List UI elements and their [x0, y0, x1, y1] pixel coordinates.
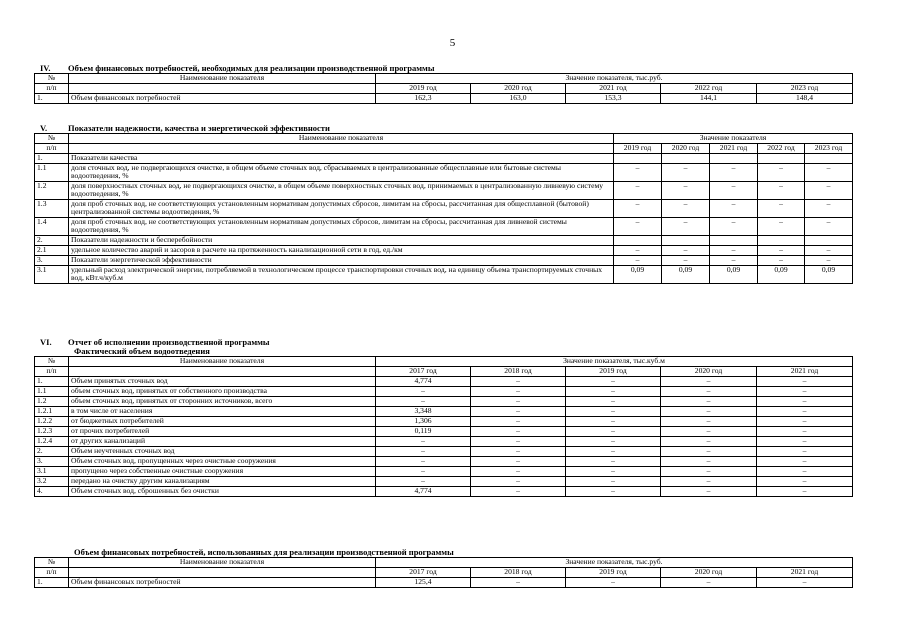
row-num: 4.	[35, 487, 69, 497]
row-value: 0,09	[710, 266, 758, 284]
row-value: –	[661, 407, 757, 417]
table-row	[35, 447, 853, 457]
row-num: 1.	[35, 154, 69, 164]
row-num: 1.2.1	[35, 407, 69, 417]
row-value: –	[471, 397, 566, 407]
row-value: –	[471, 417, 566, 427]
row-value: –	[661, 578, 757, 588]
row-value: –	[661, 477, 757, 487]
row-name: Объем финансовых потребностей	[69, 94, 376, 104]
row-value: –	[614, 200, 662, 218]
row-value: –	[566, 578, 661, 588]
row-value: 148,4	[757, 94, 853, 104]
row-num: 1.4	[35, 218, 69, 236]
group-row	[35, 154, 853, 164]
table-header-row	[35, 134, 853, 144]
row-value: –	[566, 447, 661, 457]
row-name: Объем финансовых потребностей	[69, 578, 376, 588]
row-value: 144,1	[661, 94, 757, 104]
section-title: Показатели надежности, качества и энергетической эффективности	[68, 123, 330, 133]
row-value: –	[757, 417, 853, 427]
table-row	[35, 218, 853, 236]
row-num: 1.2.4	[35, 437, 69, 447]
row-value: –	[661, 487, 757, 497]
row-value: 4,774	[376, 487, 471, 497]
row-value: –	[710, 164, 758, 182]
row-value: –	[471, 578, 566, 588]
row-value: –	[757, 447, 853, 457]
financial-needs-table	[34, 73, 853, 104]
row-value: –	[661, 387, 757, 397]
row-num: 2.	[35, 447, 69, 457]
row-value	[758, 154, 805, 164]
year-header: 2023 год	[757, 84, 853, 94]
col-header-num-sub: п/п	[35, 568, 69, 578]
year-header: 2020 год	[662, 144, 710, 154]
reliability-table-body	[35, 154, 853, 284]
row-value: –	[662, 164, 710, 182]
row-value	[614, 236, 662, 246]
row-num: 1.	[35, 377, 69, 387]
year-header: 2021 год	[566, 84, 661, 94]
section-title: Отчет об исполнении производственной программы	[68, 337, 270, 347]
row-value: –	[805, 256, 853, 266]
row-value: –	[376, 467, 471, 477]
col-header-num-sub: п/п	[35, 367, 69, 377]
row-value	[805, 236, 853, 246]
col-header-value: Значение показателя, тыс.руб.	[376, 558, 853, 568]
row-value: –	[471, 467, 566, 477]
row-value: –	[566, 477, 661, 487]
row-value: 0,119	[376, 427, 471, 437]
row-value: –	[757, 427, 853, 437]
row-value	[662, 236, 710, 246]
row-num: 1.	[35, 578, 69, 588]
table-header-row	[35, 84, 853, 94]
row-value: –	[471, 407, 566, 417]
row-value: –	[662, 200, 710, 218]
row-name: от других канализаций	[69, 437, 376, 447]
row-value: –	[661, 437, 757, 447]
group-row	[35, 236, 853, 246]
col-header-name: Наименование показателя	[69, 134, 614, 144]
section-reliability-indicators	[34, 124, 852, 284]
table-header-row	[35, 367, 853, 377]
row-name: объем сточных вод, принятых от собственного производства	[69, 387, 376, 397]
row-value: –	[805, 164, 853, 182]
row-value: –	[566, 437, 661, 447]
row-name: от прочих потребителей	[69, 427, 376, 437]
table-row	[35, 377, 853, 387]
col-header-num: №	[35, 558, 69, 568]
row-num: 1.2	[35, 397, 69, 407]
table-row	[35, 487, 853, 497]
row-value: –	[757, 397, 853, 407]
row-value: –	[376, 387, 471, 397]
row-value: –	[471, 437, 566, 447]
row-value: –	[376, 457, 471, 467]
table-row	[35, 477, 853, 487]
row-value: –	[661, 377, 757, 387]
row-value: –	[710, 256, 758, 266]
year-header: 2022 год	[758, 144, 805, 154]
row-num: 1.1	[35, 164, 69, 182]
row-value: –	[661, 417, 757, 427]
table-row	[35, 200, 853, 218]
section-financial-needs	[34, 64, 852, 104]
row-num: 3.	[35, 256, 69, 266]
row-value: –	[757, 407, 853, 417]
table-header-row	[35, 558, 853, 568]
table-row	[35, 246, 853, 256]
row-value: –	[661, 397, 757, 407]
section-title: Объем финансовых потребностей, необходимых для реализации производственной программы	[68, 63, 435, 73]
year-header: 2021 год	[757, 568, 853, 578]
section-number: V.	[40, 123, 48, 133]
row-value: –	[758, 200, 805, 218]
row-name: удельное количество аварий и засоров в расчете на протяженность канализационной сети в год, ед./км	[69, 246, 614, 256]
row-value: 162,3	[376, 94, 471, 104]
col-header-value: Значение показателя	[614, 134, 853, 144]
row-value: –	[566, 467, 661, 477]
row-value: –	[471, 487, 566, 497]
row-value: –	[566, 407, 661, 417]
row-name: доля поверхностных сточных вод, не подвергающихся очистке, в общем объеме поверхностных сточных вод, принимаемых в централизованную ливневую систему водоотведения, %	[69, 182, 614, 200]
col-header-num-sub: п/п	[35, 84, 69, 94]
row-value	[758, 236, 805, 246]
row-value: –	[566, 417, 661, 427]
row-value: –	[614, 182, 662, 200]
table-row	[35, 94, 853, 104]
row-num: 1.1	[35, 387, 69, 397]
row-value: 4,774	[376, 377, 471, 387]
row-value: 0,09	[805, 266, 853, 284]
row-num: 1.2.3	[35, 427, 69, 437]
row-value: 0,09	[662, 266, 710, 284]
year-header: 2019 год	[566, 367, 661, 377]
row-value	[710, 154, 758, 164]
row-value: 125,4	[376, 578, 471, 588]
col-header-value: Значение показателя, тыс.куб.м	[376, 357, 853, 367]
wastewater-volume-table	[34, 356, 853, 497]
table-row	[35, 397, 853, 407]
row-value: –	[471, 427, 566, 437]
row-value: –	[614, 246, 662, 256]
row-value	[805, 154, 853, 164]
table-row	[35, 437, 853, 447]
row-value	[710, 236, 758, 246]
year-header: 2017 год	[376, 367, 471, 377]
col-header-name: Наименование показателя	[69, 357, 376, 367]
row-value: –	[614, 164, 662, 182]
section-subtitle: Фактический объем водоотведения	[74, 346, 210, 356]
row-value: –	[662, 246, 710, 256]
section-program-report	[34, 338, 852, 497]
table-header-row	[35, 144, 853, 154]
table-row	[35, 578, 853, 588]
row-value: –	[757, 578, 853, 588]
table-row	[35, 427, 853, 437]
row-num: 1.3	[35, 200, 69, 218]
row-value: –	[614, 218, 662, 236]
row-num: 1.	[35, 94, 69, 104]
year-header: 2023 год	[805, 144, 853, 154]
table-row	[35, 182, 853, 200]
row-value: –	[471, 457, 566, 467]
row-num: 3.2	[35, 477, 69, 487]
row-value: –	[376, 447, 471, 457]
row-name: доля проб сточных вод, не соответствующих установленным нормативам допустимых сбросов, лимитам на сбросы, рассчитанная для общесплавной (бытовой) централизованной системы водоотведения, %	[69, 200, 614, 218]
row-value	[614, 154, 662, 164]
col-header-name: Наименование показателя	[69, 74, 376, 84]
row-value: –	[758, 218, 805, 236]
col-header-value: Значение показателя, тыс.руб.	[376, 74, 853, 84]
table-header-row	[35, 357, 853, 367]
row-num: 2.1	[35, 246, 69, 256]
row-value: –	[566, 427, 661, 437]
table-row	[35, 457, 853, 467]
row-value: –	[757, 467, 853, 477]
row-value: –	[710, 218, 758, 236]
col-header-num-sub: п/п	[35, 144, 69, 154]
table-row	[35, 164, 853, 182]
row-value: –	[757, 487, 853, 497]
section-number: IV.	[40, 63, 51, 73]
section-heading	[34, 64, 852, 73]
table-row	[35, 417, 853, 427]
row-value: –	[661, 427, 757, 437]
row-value: –	[805, 200, 853, 218]
row-name: Показатели надежности и бесперебойности	[69, 236, 614, 246]
year-header: 2020 год	[471, 84, 566, 94]
row-value: 0,09	[758, 266, 805, 284]
row-name: доля сточных вод, не подвергающихся очистке, в общем объеме сточных вод, сбрасываемых в централизованные общесплавные или бытовые системы водоотведения, %	[69, 164, 614, 182]
table-row	[35, 266, 853, 284]
section-title: Объем финансовых потребностей, использованных для реализации производственной программы	[74, 547, 454, 557]
row-name: от бюджетных потребителей	[69, 417, 376, 427]
table-row	[35, 387, 853, 397]
year-header: 2020 год	[661, 367, 757, 377]
row-name: удельный расход электрической энергии, потребляемой в технологическом процессе транспортировки сточных вод, на единицу объема транспортируемых сточных вод, кВт.ч/куб.м	[69, 266, 614, 284]
row-value: –	[805, 246, 853, 256]
row-name: пропущено через собственные очистные сооружения	[69, 467, 376, 477]
row-value: –	[805, 182, 853, 200]
row-value: –	[376, 437, 471, 447]
row-value: –	[661, 467, 757, 477]
row-value: –	[710, 182, 758, 200]
row-value: –	[566, 397, 661, 407]
row-value: –	[758, 182, 805, 200]
row-value: –	[614, 256, 662, 266]
row-value: 3,348	[376, 407, 471, 417]
row-value: –	[805, 218, 853, 236]
row-name: Объем неучтенных сточных вод	[69, 447, 376, 457]
row-name: доля проб сточных вод, не соответствующих установленным нормативам допустимых сбросов, лимитам на сбросы, рассчитанная для ливневой системы водоотведения, %	[69, 218, 614, 236]
row-value: 0,09	[614, 266, 662, 284]
row-value: –	[757, 437, 853, 447]
row-value: 163,0	[471, 94, 566, 104]
year-header: 2018 год	[471, 367, 566, 377]
row-value	[662, 154, 710, 164]
table-row	[35, 256, 853, 266]
table-row	[35, 467, 853, 477]
year-header: 2021 год	[710, 144, 758, 154]
row-value: –	[566, 487, 661, 497]
year-header: 2022 год	[661, 84, 757, 94]
year-header: 2019 год	[566, 568, 661, 578]
table-header-row	[35, 568, 853, 578]
year-header: 2019 год	[614, 144, 662, 154]
row-name: Объем сточных вод, пропущенных через очистные сооружения	[69, 457, 376, 467]
row-value: –	[471, 387, 566, 397]
row-value: –	[757, 377, 853, 387]
col-header-num: №	[35, 357, 69, 367]
row-value: –	[661, 457, 757, 467]
year-header: 2021 год	[757, 367, 853, 377]
row-value: –	[757, 457, 853, 467]
row-value: –	[566, 457, 661, 467]
row-value: 1,306	[376, 417, 471, 427]
row-value: –	[471, 477, 566, 487]
row-name: Объем принятых сточных вод	[69, 377, 376, 387]
row-value: –	[710, 246, 758, 256]
row-num: 2.	[35, 236, 69, 246]
col-header-num: №	[35, 134, 69, 144]
row-num: 1.2.2	[35, 417, 69, 427]
page-number: 5	[449, 37, 456, 49]
row-value: –	[662, 218, 710, 236]
year-header: 2018 год	[471, 568, 566, 578]
row-value: –	[661, 447, 757, 457]
row-value: –	[662, 256, 710, 266]
row-num: 3.	[35, 457, 69, 467]
wastewater-volume-table-body	[35, 377, 853, 497]
row-name: Показатели энергетической эффективности	[69, 256, 614, 266]
row-name: Объем сточных вод, сброшенных без очистки	[69, 487, 376, 497]
table-header-row	[35, 74, 853, 84]
col-header-num: №	[35, 74, 69, 84]
section-heading	[34, 124, 852, 133]
row-value: –	[376, 397, 471, 407]
row-value: –	[566, 387, 661, 397]
row-value: –	[758, 164, 805, 182]
section-financial-used	[34, 548, 852, 588]
row-name: объем сточных вод, принятых от сторонних источников, всего	[69, 397, 376, 407]
year-header: 2019 год	[376, 84, 471, 94]
row-num: 1.2	[35, 182, 69, 200]
row-value: –	[757, 387, 853, 397]
row-value: –	[471, 447, 566, 457]
section-number: VI.	[40, 337, 52, 347]
row-name: в том числе от населения	[69, 407, 376, 417]
col-header-name: Наименование показателя	[69, 558, 376, 568]
year-header: 2020 год	[661, 568, 757, 578]
row-num: 3.1	[35, 266, 69, 284]
row-value: –	[566, 377, 661, 387]
row-value: –	[758, 256, 805, 266]
row-value: –	[757, 477, 853, 487]
table-row	[35, 407, 853, 417]
row-name: передано на очистку другим канализациям	[69, 477, 376, 487]
row-name: Показатели качества	[69, 154, 614, 164]
year-header: 2017 год	[376, 568, 471, 578]
row-value: –	[662, 182, 710, 200]
row-value: –	[376, 477, 471, 487]
financial-used-table	[34, 557, 853, 588]
row-value: –	[758, 246, 805, 256]
reliability-table	[34, 133, 853, 284]
row-value: 153,3	[566, 94, 661, 104]
row-num: 3.1	[35, 467, 69, 477]
row-value: –	[471, 377, 566, 387]
row-value: –	[710, 200, 758, 218]
